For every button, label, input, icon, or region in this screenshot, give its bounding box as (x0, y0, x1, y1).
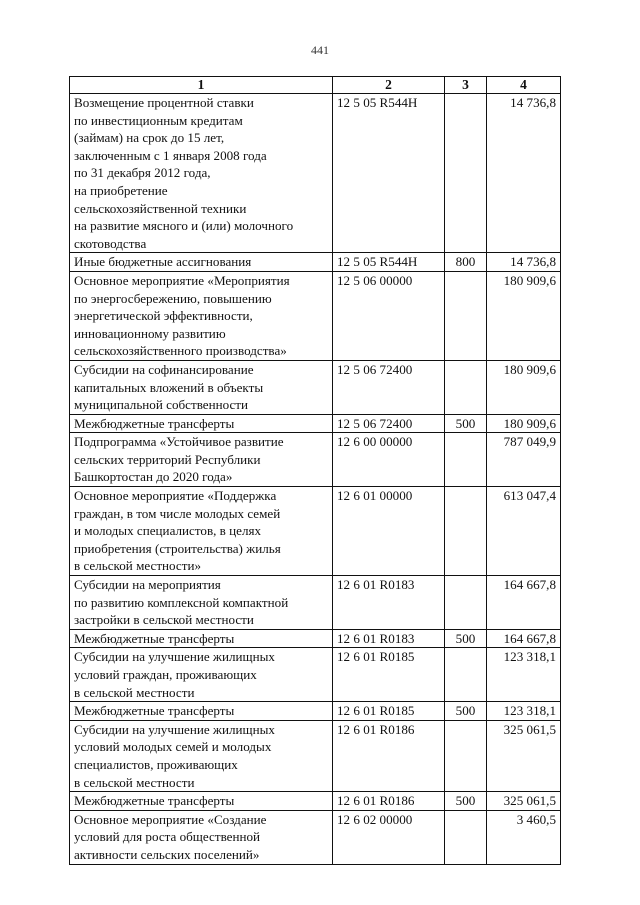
row-sum: 14 736,8 (487, 94, 561, 253)
row-sum: 325 061,5 (487, 792, 561, 811)
row-name: Субсидии на мероприятия по развитию комплексной компактной застройки в сельской местности (70, 576, 333, 630)
table-header-row (70, 77, 561, 94)
header-code: 2 (333, 77, 445, 94)
row-sum: 3 460,5 (487, 810, 561, 864)
row-name: Основное мероприятие «Поддержка граждан, в том числе молодых семей и молодых специалистов, в целях приобретения (строительства) жилья в сельской местности» (70, 487, 333, 576)
row-code: 12 6 01 R0183 (333, 629, 445, 648)
row-type (445, 271, 487, 360)
table-row (70, 360, 561, 414)
table-row (70, 720, 561, 791)
row-sum: 164 667,8 (487, 576, 561, 630)
row-sum: 164 667,8 (487, 629, 561, 648)
row-sum: 123 318,1 (487, 648, 561, 702)
row-name: Подпрограмма «Устойчивое развитие сельских территорий Республики Башкортостан до 2020 года» (70, 433, 333, 487)
row-type (445, 360, 487, 414)
row-sum: 123 318,1 (487, 702, 561, 721)
row-type: 500 (445, 414, 487, 433)
table-row (70, 810, 561, 864)
row-code: 12 5 06 00000 (333, 271, 445, 360)
table-row (70, 487, 561, 576)
row-code: 12 6 01 R0186 (333, 792, 445, 811)
row-type (445, 648, 487, 702)
row-code: 12 5 06 72400 (333, 414, 445, 433)
row-sum: 787 049,9 (487, 433, 561, 487)
table-row (70, 253, 561, 272)
header-sum: 4 (487, 77, 561, 94)
row-sum: 613 047,4 (487, 487, 561, 576)
row-name: Межбюджетные трансферты (70, 792, 333, 811)
row-code: 12 6 02 00000 (333, 810, 445, 864)
row-code: 12 6 00 00000 (333, 433, 445, 487)
row-name: Межбюджетные трансферты (70, 414, 333, 433)
table-row (70, 648, 561, 702)
row-code: 12 6 01 R0185 (333, 648, 445, 702)
table-row (70, 271, 561, 360)
row-type (445, 720, 487, 791)
row-type (445, 94, 487, 253)
table-row (70, 414, 561, 433)
row-name: Межбюджетные трансферты (70, 702, 333, 721)
row-name: Субсидии на улучшение жилищных условий граждан, проживающих в сельской местности (70, 648, 333, 702)
row-name: Возмещение процентной ставки по инвестиционным кредитам (займам) на срок до 15 лет, заключенным с 1 января 2008 года по 31 декабря 2012 года, на приобретение сельскохозяйственной техники на развитие мясного и (или) молочного скотоводства (70, 94, 333, 253)
row-name: Субсидии на улучшение жилищных условий молодых семей и молодых специалистов, проживающих в сельской местности (70, 720, 333, 791)
table-row (70, 433, 561, 487)
table-row (70, 792, 561, 811)
table-row (70, 629, 561, 648)
row-sum: 14 736,8 (487, 253, 561, 272)
row-name: Основное мероприятие «Мероприятия по энергосбережению, повышению энергетической эффективности, инновационному развитию сельскохозяйственного производства» (70, 271, 333, 360)
row-type: 500 (445, 702, 487, 721)
row-name: Иные бюджетные ассигнования (70, 253, 333, 272)
row-name: Субсидии на софинансирование капитальных вложений в объекты муниципальной собственности (70, 360, 333, 414)
row-code: 12 6 01 R0185 (333, 702, 445, 721)
row-name: Основное мероприятие «Создание условий для роста общественной активности сельских поселений» (70, 810, 333, 864)
row-type: 500 (445, 629, 487, 648)
row-code: 12 5 05 R544Н (333, 94, 445, 253)
row-type (445, 576, 487, 630)
row-sum: 325 061,5 (487, 720, 561, 791)
page-number: 441 (311, 43, 329, 57)
table-row (70, 576, 561, 630)
header-name: 1 (70, 77, 333, 94)
row-type: 800 (445, 253, 487, 272)
table-row (70, 94, 561, 253)
row-code: 12 5 06 72400 (333, 360, 445, 414)
row-name: Межбюджетные трансферты (70, 629, 333, 648)
row-type (445, 487, 487, 576)
row-code: 12 6 01 R0183 (333, 576, 445, 630)
row-type (445, 810, 487, 864)
row-code: 12 6 01 R0186 (333, 720, 445, 791)
row-sum: 180 909,6 (487, 271, 561, 360)
table-row (70, 702, 561, 721)
row-code: 12 6 01 00000 (333, 487, 445, 576)
row-code: 12 5 05 R544Н (333, 253, 445, 272)
header-type: 3 (445, 77, 487, 94)
row-type (445, 433, 487, 487)
budget-table (69, 76, 561, 865)
row-sum: 180 909,6 (487, 360, 561, 414)
row-sum: 180 909,6 (487, 414, 561, 433)
row-type: 500 (445, 792, 487, 811)
